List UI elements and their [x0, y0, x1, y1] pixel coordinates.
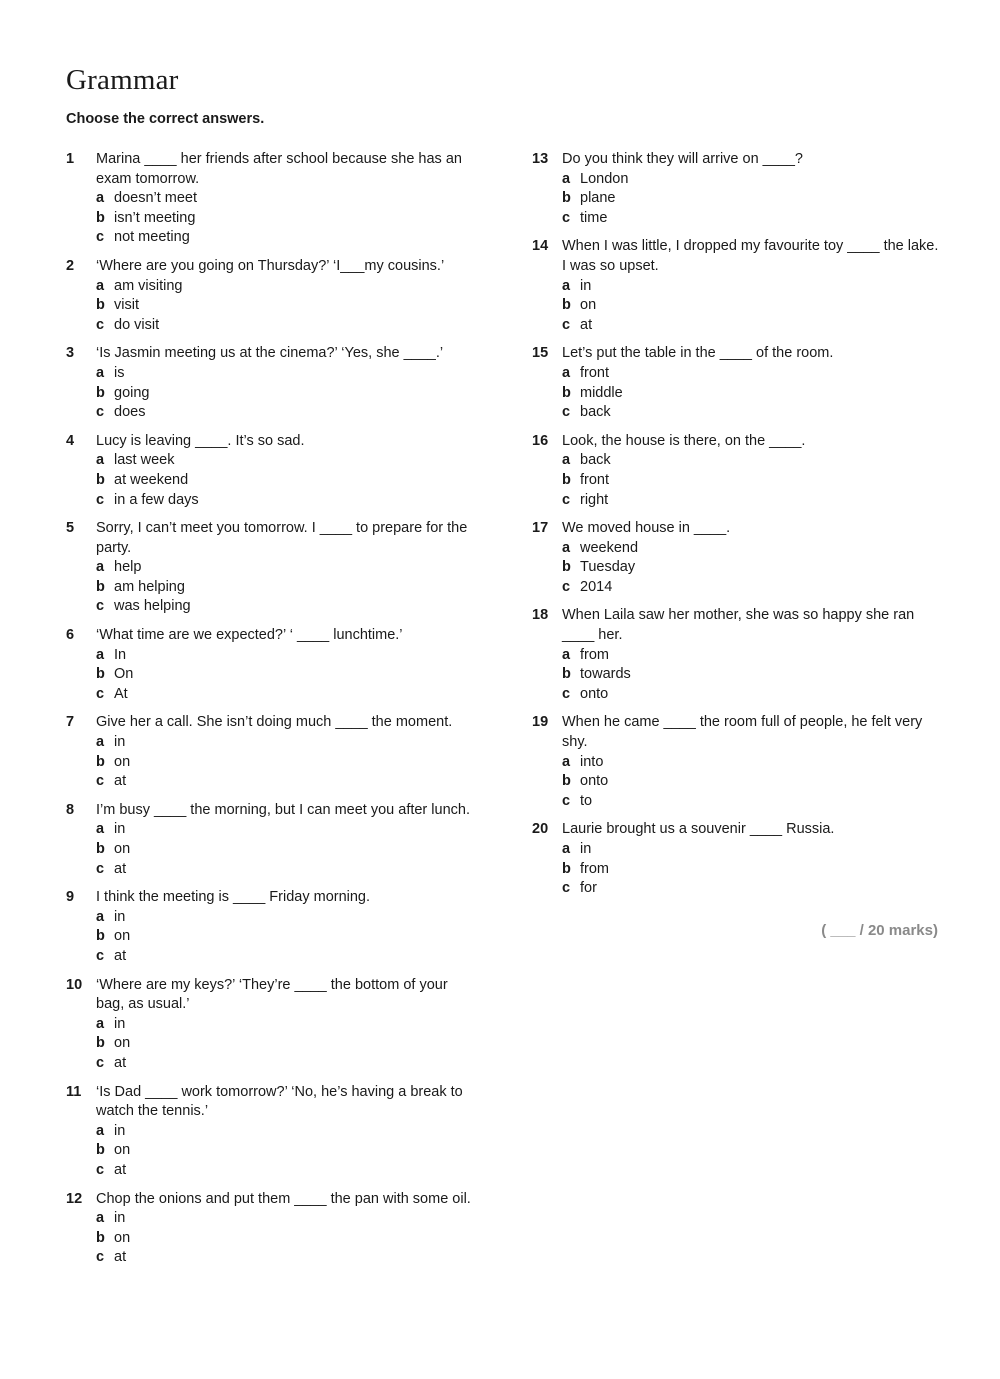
option-letter: c	[562, 316, 571, 333]
option-c[interactable]	[96, 597, 476, 617]
question-text: We moved house in ____.	[562, 520, 731, 537]
option-a[interactable]	[562, 277, 942, 297]
option-letter: c	[562, 792, 571, 809]
question-8	[66, 801, 476, 879]
question-number: 13	[532, 151, 549, 167]
option-text: on	[580, 297, 597, 314]
option-text: on	[114, 928, 131, 945]
question-text: ‘Is Jasmin meeting us at the cinema?’ ‘Yes, she ____.’	[96, 345, 444, 362]
option-letter: b	[562, 666, 571, 683]
option-letter: c	[96, 1249, 105, 1266]
questions-column-left	[66, 150, 476, 1277]
option-a[interactable]	[96, 908, 476, 928]
option-text: at	[114, 947, 127, 964]
option-letter: c	[96, 1054, 105, 1071]
option-letter: a	[96, 1122, 105, 1139]
option-letter: c	[562, 209, 571, 226]
option-letter: b	[96, 209, 105, 226]
option-letter: b	[562, 297, 571, 314]
option-letter: a	[562, 170, 571, 187]
option-letter: c	[96, 685, 105, 702]
option-text: back	[580, 452, 611, 469]
question-text: ‘What time are we expected?’ ‘ ____ lunchtime.’	[96, 627, 403, 644]
option-text: on	[114, 753, 131, 770]
option-letter: c	[96, 1161, 105, 1178]
option-text: in	[114, 1015, 126, 1032]
option-text: am visiting	[114, 277, 183, 294]
option-text: visit	[114, 297, 139, 314]
question-text: Lucy is leaving ____. It’s so sad.	[96, 432, 305, 449]
option-letter: c	[96, 947, 105, 964]
option-text: in	[580, 277, 592, 294]
question-number: 17	[532, 520, 549, 537]
option-a[interactable]	[562, 539, 942, 559]
option-letter: a	[96, 190, 105, 207]
option-letter: a	[96, 364, 105, 381]
option-a[interactable]	[96, 646, 476, 666]
option-letter: a	[562, 364, 571, 381]
option-c[interactable]	[96, 1248, 476, 1268]
question-number: 12	[66, 1190, 83, 1207]
option-text: right	[580, 491, 609, 508]
option-letter: b	[562, 384, 571, 401]
option-a[interactable]	[96, 1015, 476, 1035]
page-title: Grammar	[66, 64, 179, 96]
question-12	[66, 1190, 476, 1268]
option-b[interactable]	[96, 578, 476, 598]
option-b[interactable]	[562, 384, 942, 404]
option-text: at	[114, 773, 127, 790]
option-c[interactable]	[96, 403, 476, 423]
option-letter: c	[562, 685, 571, 702]
question-text: ‘Where are you going on Thursday?’ ‘I___my cousins.’	[96, 257, 445, 274]
question-text: When I was little, I dropped my favourite toy ____ the lake. I was so upset.	[562, 238, 939, 274]
question-2	[66, 257, 476, 335]
option-text: not meeting	[114, 229, 190, 246]
option-text: in	[580, 841, 592, 857]
option-a[interactable]	[96, 451, 476, 471]
option-text: is	[114, 364, 125, 381]
option-c[interactable]	[96, 685, 476, 705]
option-b[interactable]	[96, 927, 476, 947]
marks-total: ( ___ / 20 marks)	[821, 922, 938, 939]
question-3	[66, 344, 476, 422]
question-10	[66, 976, 476, 1074]
option-a[interactable]	[96, 558, 476, 578]
option-text: in	[114, 908, 126, 925]
question-text: Laurie brought us a souvenir ____ Russia.	[562, 821, 835, 838]
question-number: 20	[532, 821, 549, 838]
question-text: Chop the onions and put them ____ the pan with some oil.	[96, 1190, 471, 1207]
question-1	[66, 150, 476, 248]
option-a[interactable]	[562, 451, 942, 471]
option-c[interactable]	[96, 1054, 476, 1074]
option-letter: c	[96, 229, 105, 246]
option-b[interactable]	[96, 840, 476, 860]
option-b[interactable]	[96, 665, 476, 685]
option-text: for	[580, 880, 597, 897]
option-text: In	[114, 646, 127, 663]
option-text: in a few days	[114, 491, 199, 508]
question-text: Sorry, I can’t meet you tomorrow. I ____ to prepare for the party.	[96, 520, 468, 556]
question-number: 5	[66, 520, 75, 537]
option-letter: c	[562, 404, 571, 421]
question-text: I’m busy ____ the morning, but I can meet you after lunch.	[96, 801, 470, 818]
option-text: onto	[580, 685, 609, 702]
question-7	[66, 713, 476, 791]
question-number: 6	[66, 627, 75, 644]
option-letter: b	[96, 841, 105, 857]
question-11	[66, 1083, 476, 1181]
option-c[interactable]	[562, 792, 942, 812]
option-letter: a	[96, 821, 105, 838]
option-letter: a	[96, 1210, 105, 1227]
option-letter: c	[562, 880, 571, 897]
option-text: at	[114, 1161, 127, 1178]
option-c[interactable]	[96, 772, 476, 792]
option-letter: c	[96, 860, 105, 877]
option-text: isn’t meeting	[114, 209, 196, 226]
option-text: in	[114, 1210, 126, 1227]
option-text: on	[114, 1142, 131, 1159]
option-letter: b	[562, 860, 571, 877]
question-number: 7	[66, 714, 75, 731]
option-text: was helping	[114, 598, 191, 615]
question-number: 8	[66, 801, 75, 818]
question-20	[532, 820, 942, 898]
option-text: back	[580, 404, 611, 421]
option-letter: c	[562, 578, 571, 595]
option-c[interactable]	[562, 209, 942, 229]
option-b[interactable]	[562, 471, 942, 491]
option-c[interactable]	[96, 316, 476, 336]
option-letter: b	[96, 384, 105, 401]
option-c[interactable]	[96, 228, 476, 248]
option-b[interactable]	[96, 1141, 476, 1161]
option-a[interactable]	[96, 189, 476, 209]
option-letter: b	[96, 1229, 105, 1246]
question-number: 16	[532, 432, 549, 449]
option-text: at	[580, 316, 593, 333]
option-letter: b	[562, 190, 571, 207]
option-c[interactable]	[96, 860, 476, 880]
question-text: Let’s put the table in the ____ of the room.	[562, 345, 834, 362]
option-c[interactable]	[562, 316, 942, 336]
option-c[interactable]	[562, 879, 942, 899]
question-19	[532, 713, 942, 811]
option-letter: b	[96, 928, 105, 945]
question-text: When Laila saw her mother, she was so happy she ran ____ her.	[562, 607, 915, 644]
option-b[interactable]	[96, 384, 476, 404]
option-c[interactable]	[96, 947, 476, 967]
option-letter: c	[96, 773, 105, 790]
question-number: 4	[66, 432, 75, 449]
option-letter: a	[562, 841, 571, 857]
option-text: Tuesday	[580, 559, 636, 576]
option-letter: b	[96, 297, 105, 314]
option-letter: a	[96, 559, 105, 576]
option-b[interactable]	[96, 296, 476, 316]
option-letter: b	[562, 471, 571, 488]
option-a[interactable]	[562, 170, 942, 190]
question-number: 11	[66, 1083, 82, 1100]
option-a[interactable]	[562, 364, 942, 384]
question-6	[66, 626, 476, 704]
option-b[interactable]	[96, 209, 476, 229]
option-b[interactable]	[562, 296, 942, 316]
option-text: into	[580, 753, 604, 770]
question-number: 1	[66, 151, 75, 167]
option-b[interactable]	[562, 860, 942, 880]
option-text: on	[114, 1035, 131, 1052]
option-letter: b	[562, 559, 571, 576]
option-a[interactable]	[96, 277, 476, 297]
question-17	[532, 519, 942, 597]
instruction-text: Choose the correct answers.	[66, 111, 265, 127]
option-b[interactable]	[96, 1034, 476, 1054]
option-letter: b	[562, 773, 571, 790]
option-text: 2014	[580, 578, 613, 595]
option-b[interactable]	[562, 189, 942, 209]
option-letter: b	[96, 753, 105, 770]
option-text: plane	[580, 190, 616, 207]
option-letter: b	[96, 471, 105, 488]
option-letter: c	[96, 491, 105, 508]
option-text: last week	[114, 452, 175, 469]
option-letter: b	[96, 1142, 105, 1159]
question-text: Look, the house is there, on the ____.	[562, 432, 806, 449]
option-text: time	[580, 209, 608, 226]
option-text: middle	[580, 384, 623, 401]
option-text: At	[114, 685, 128, 702]
option-letter: b	[96, 1035, 105, 1052]
option-text: front	[580, 471, 610, 488]
option-b[interactable]	[96, 753, 476, 773]
option-text: On	[114, 666, 134, 683]
option-c[interactable]	[562, 491, 942, 511]
option-b[interactable]	[562, 665, 942, 685]
option-text: to	[580, 792, 593, 809]
question-16	[532, 432, 942, 510]
option-text: help	[114, 559, 142, 576]
option-letter: a	[96, 908, 105, 925]
option-text: on	[114, 1229, 131, 1246]
option-text: front	[580, 364, 610, 381]
question-text: Marina ____ her friends after school because she has an exam tomorrow.	[96, 151, 462, 187]
option-letter: a	[96, 734, 105, 751]
option-text: on	[114, 841, 131, 857]
option-letter: a	[96, 1015, 105, 1032]
question-number: 10	[66, 976, 83, 993]
option-text: at	[114, 1054, 127, 1071]
option-text: at weekend	[114, 471, 189, 488]
option-letter: c	[96, 404, 105, 421]
option-letter: a	[96, 646, 105, 663]
option-a[interactable]	[96, 1122, 476, 1142]
option-letter: a	[562, 277, 571, 294]
option-text: at	[114, 860, 127, 877]
question-5	[66, 519, 476, 617]
option-text: from	[580, 646, 609, 663]
option-a[interactable]	[96, 733, 476, 753]
option-text: doesn’t meet	[114, 190, 198, 207]
option-c[interactable]	[562, 578, 942, 598]
option-text: weekend	[580, 539, 639, 556]
option-b[interactable]	[562, 558, 942, 578]
question-13	[532, 150, 942, 228]
question-9	[66, 888, 476, 966]
option-text: does	[114, 404, 146, 421]
option-a[interactable]	[96, 364, 476, 384]
question-number: 18	[532, 607, 549, 624]
question-text: ‘Is Dad ____ work tomorrow?’ ‘No, he’s having a break to watch the tennis.’	[96, 1083, 463, 1120]
option-c[interactable]	[96, 1161, 476, 1181]
option-text: towards	[580, 666, 631, 683]
option-a[interactable]	[96, 820, 476, 840]
question-text: When he came ____ the room full of people, he felt very shy.	[562, 714, 923, 751]
option-c[interactable]	[96, 491, 476, 511]
option-text: at	[114, 1249, 127, 1266]
question-text: ‘Where are my keys?’ ‘They’re ____ the bottom of your bag, as usual.’	[96, 976, 448, 1013]
option-text: do visit	[114, 316, 160, 333]
option-a[interactable]	[562, 646, 942, 666]
option-letter: a	[562, 452, 571, 469]
option-b[interactable]	[562, 772, 942, 792]
question-14	[532, 237, 942, 335]
option-letter: a	[562, 753, 571, 770]
option-letter: a	[96, 452, 105, 469]
question-number: 19	[532, 714, 549, 731]
option-b[interactable]	[96, 471, 476, 491]
option-c[interactable]	[562, 403, 942, 423]
option-text: am helping	[114, 578, 185, 595]
question-4	[66, 432, 476, 510]
question-number: 2	[66, 257, 75, 274]
option-b[interactable]	[96, 1229, 476, 1249]
question-number: 14	[532, 238, 549, 255]
option-letter: a	[562, 539, 571, 556]
option-letter: a	[562, 646, 571, 663]
question-18	[532, 606, 942, 704]
option-text: in	[114, 734, 126, 751]
option-a[interactable]	[96, 1209, 476, 1229]
option-letter: c	[562, 491, 571, 508]
option-text: going	[114, 384, 150, 401]
option-letter: a	[96, 277, 105, 294]
option-letter: b	[96, 666, 105, 683]
question-text: Give her a call. She isn’t doing much ____ the moment.	[96, 714, 453, 731]
question-number: 15	[532, 345, 549, 362]
option-letter: c	[96, 598, 105, 615]
question-15	[532, 344, 942, 422]
option-letter: c	[96, 316, 105, 333]
question-text: Do you think they will arrive on ____?	[562, 151, 803, 167]
option-text: London	[580, 170, 629, 187]
questions-column-right	[532, 150, 942, 908]
option-text: onto	[580, 773, 609, 790]
option-a[interactable]	[562, 753, 942, 773]
question-number: 3	[66, 345, 75, 362]
option-letter: b	[96, 578, 105, 595]
question-number: 9	[66, 889, 75, 906]
option-text: from	[580, 860, 609, 877]
option-text: in	[114, 821, 126, 838]
option-text: in	[114, 1122, 126, 1139]
option-c[interactable]	[562, 685, 942, 705]
question-text: I think the meeting is ____ Friday morning.	[96, 889, 371, 906]
option-a[interactable]	[562, 840, 942, 860]
